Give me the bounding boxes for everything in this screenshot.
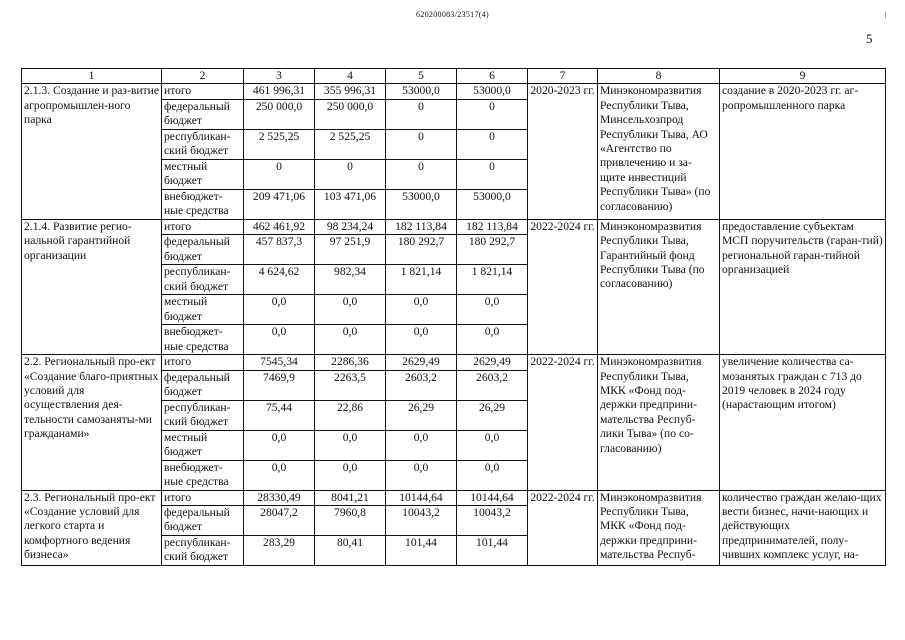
amount-year-3: 53000,0 <box>457 189 528 219</box>
table-row <box>22 490 886 505</box>
responsible-executor: Минэкономразвития Республики Тыва, МКК «Фонд под-держки предприни-мательства Респуб-лики Тыва» (по со-гласованию) <box>598 355 720 490</box>
table-row <box>22 84 886 99</box>
amount-year-3: 10144,64 <box>457 490 528 505</box>
amount-year-1: 103 471,06 <box>315 189 386 219</box>
amount-total: 462 461,92 <box>244 219 315 234</box>
amount-total: 0,0 <box>244 325 315 355</box>
amount-year-2: 26,29 <box>386 400 457 430</box>
measure-name: 2.2. Региональный про-ект «Создание благо-приятных условий для осуществления дея-тельности самозаняты-ми гражданами» <box>22 355 162 490</box>
column-number: 1 <box>22 69 162 84</box>
column-number: 3 <box>244 69 315 84</box>
responsible-executor: Минэкономразвития Республики Тыва, Минсельхозпрод Республики Тыва, АО «Агентство по привлечению и за-щите инвестиций Республики Тыва» (по согласованию) <box>598 84 720 219</box>
amount-year-1: 97 251,9 <box>315 235 386 265</box>
amount-year-3: 180 292,7 <box>457 235 528 265</box>
funding-source: местный бюджет <box>162 159 244 189</box>
amount-total: 75,44 <box>244 400 315 430</box>
amount-year-3: 26,29 <box>457 400 528 430</box>
funding-source: федеральный бюджет <box>162 506 244 536</box>
implementation-period: 2022-2024 гг. <box>528 490 598 565</box>
amount-year-2: 0,0 <box>386 460 457 490</box>
amount-total: 7469,9 <box>244 370 315 400</box>
amount-year-2: 0 <box>386 159 457 189</box>
amount-total: 0,0 <box>244 430 315 460</box>
amount-total: 461 996,31 <box>244 84 315 99</box>
amount-year-3: 2629,49 <box>457 355 528 370</box>
amount-total: 0,0 <box>244 460 315 490</box>
program-table <box>21 68 886 566</box>
amount-year-3: 0 <box>457 129 528 159</box>
amount-total: 28330,49 <box>244 490 315 505</box>
amount-year-1: 0,0 <box>315 460 386 490</box>
expected-result: предоставление субъектам МСП поручительств (гаран-тий) региональной гаран-тийной организацией <box>720 219 886 354</box>
column-number: 5 <box>386 69 457 84</box>
funding-source: местный бюджет <box>162 295 244 325</box>
amount-year-2: 0,0 <box>386 430 457 460</box>
measure-name: 2.3. Региональный про-ект «Создание условий для легкого старта и комфортного ведения бизнеса» <box>22 490 162 565</box>
column-number: 8 <box>598 69 720 84</box>
amount-year-3: 0 <box>457 99 528 129</box>
funding-source: федеральный бюджет <box>162 235 244 265</box>
amount-year-3: 0,0 <box>457 295 528 325</box>
amount-year-2: 0,0 <box>386 295 457 325</box>
amount-year-3: 0,0 <box>457 325 528 355</box>
funding-source: внебюджет-ные средства <box>162 189 244 219</box>
column-number: 9 <box>720 69 886 84</box>
column-number: 6 <box>457 69 528 84</box>
amount-year-2: 101,44 <box>386 536 457 566</box>
funding-source: итого <box>162 355 244 370</box>
funding-source: республикан-ский бюджет <box>162 129 244 159</box>
amount-total: 283,29 <box>244 536 315 566</box>
expected-result: создание в 2020-2023 гг. аг-ропромышленного парка <box>720 84 886 219</box>
expected-result: количество граждан желаю-щих вести бизнес, начи-нающих и действующих предпринимателей, полу-чивших комплекс услуг, на- <box>720 490 886 565</box>
measure-name: 2.1.4. Развитие регио-нальной гарантийной организации <box>22 219 162 354</box>
amount-year-2: 53000,0 <box>386 84 457 99</box>
table-row <box>22 219 886 234</box>
amount-year-1: 2 525,25 <box>315 129 386 159</box>
funding-source: итого <box>162 219 244 234</box>
amount-year-1: 982,34 <box>315 265 386 295</box>
funding-source: республикан-ский бюджет <box>162 536 244 566</box>
funding-source: республикан-ский бюджет <box>162 265 244 295</box>
funding-source: федеральный бюджет <box>162 99 244 129</box>
amount-total: 457 837,3 <box>244 235 315 265</box>
amount-total: 250 000,0 <box>244 99 315 129</box>
implementation-period: 2020-2023 гг. <box>528 84 598 219</box>
amount-year-1: 2286,36 <box>315 355 386 370</box>
amount-year-2: 0,0 <box>386 325 457 355</box>
amount-year-3: 10043,2 <box>457 506 528 536</box>
amount-total: 28047,2 <box>244 506 315 536</box>
column-number: 2 <box>162 69 244 84</box>
expected-result: увеличение количества са-мозанятых граждан с 713 до 2019 человек в 2024 году (нарастающим итогом) <box>720 355 886 490</box>
amount-year-1: 98 234,24 <box>315 219 386 234</box>
amount-year-2: 2603,2 <box>386 370 457 400</box>
funding-source: местный бюджет <box>162 430 244 460</box>
amount-year-3: 0 <box>457 159 528 189</box>
funding-source: федеральный бюджет <box>162 370 244 400</box>
amount-year-1: 2263,5 <box>315 370 386 400</box>
funding-source: внебюджет-ные средства <box>162 325 244 355</box>
amount-year-1: 80,41 <box>315 536 386 566</box>
implementation-period: 2022-2024 гг. <box>528 355 598 490</box>
amount-year-1: 22,86 <box>315 400 386 430</box>
amount-year-3: 0,0 <box>457 430 528 460</box>
amount-year-2: 10043,2 <box>386 506 457 536</box>
column-number: 7 <box>528 69 598 84</box>
amount-total: 0,0 <box>244 295 315 325</box>
funding-source: итого <box>162 490 244 505</box>
table-row <box>22 355 886 370</box>
amount-year-1: 0 <box>315 159 386 189</box>
amount-year-1: 0,0 <box>315 295 386 325</box>
funding-source: республикан-ский бюджет <box>162 400 244 430</box>
funding-source: внебюджет-ные средства <box>162 460 244 490</box>
page-number: 5 <box>866 31 873 46</box>
amount-year-3: 182 113,84 <box>457 219 528 234</box>
responsible-executor: Минэкономразвития Республики Тыва, МКК «Фонд под-держки предприни-мательства Респуб- <box>598 490 720 565</box>
amount-year-3: 53000,0 <box>457 84 528 99</box>
amount-year-3: 101,44 <box>457 536 528 566</box>
amount-year-3: 0,0 <box>457 460 528 490</box>
corner-mark: ⁝ <box>884 10 887 20</box>
amount-year-2: 180 292,7 <box>386 235 457 265</box>
document-code: 620200083/23517(4) <box>416 10 489 19</box>
amount-year-1: 0,0 <box>315 325 386 355</box>
funding-source: итого <box>162 84 244 99</box>
amount-year-2: 1 821,14 <box>386 265 457 295</box>
amount-year-2: 0 <box>386 99 457 129</box>
amount-year-1: 250 000,0 <box>315 99 386 129</box>
amount-total: 2 525,25 <box>244 129 315 159</box>
amount-year-1: 8041,21 <box>315 490 386 505</box>
amount-total: 209 471,06 <box>244 189 315 219</box>
column-number: 4 <box>315 69 386 84</box>
amount-year-2: 10144,64 <box>386 490 457 505</box>
amount-year-2: 53000,0 <box>386 189 457 219</box>
amount-year-1: 0,0 <box>315 430 386 460</box>
amount-year-2: 182 113,84 <box>386 219 457 234</box>
amount-year-3: 1 821,14 <box>457 265 528 295</box>
amount-year-3: 2603,2 <box>457 370 528 400</box>
amount-total: 0 <box>244 159 315 189</box>
amount-year-2: 2629,49 <box>386 355 457 370</box>
implementation-period: 2022-2024 гг. <box>528 219 598 354</box>
column-number-row <box>22 69 886 84</box>
amount-total: 7545,34 <box>244 355 315 370</box>
amount-year-1: 7960,8 <box>315 506 386 536</box>
amount-year-1: 355 996,31 <box>315 84 386 99</box>
responsible-executor: Минэкономразвития Республики Тыва, Гарантийный фонд Республики Тыва (по согласованию) <box>598 219 720 354</box>
measure-name: 2.1.3. Создание и раз-витие агропромышлен-ного парка <box>22 84 162 219</box>
amount-total: 4 624,62 <box>244 265 315 295</box>
amount-year-2: 0 <box>386 129 457 159</box>
